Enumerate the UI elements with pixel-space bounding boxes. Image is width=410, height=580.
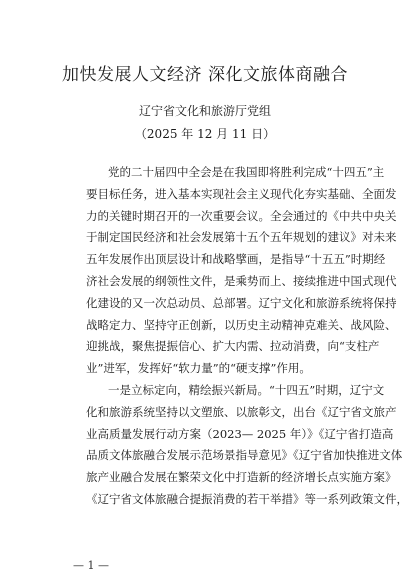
paragraph-line: 力的关键时期召开的一次重要会议。全会通过的《中共中央关 [86,208,397,223]
paragraph-line: 迎挑战，聚焦提振信心、扩大内需、拉动消费，向“支柱产 [86,339,380,354]
paragraph-line: 业高质量发展行动方案（2023— 2025 年）》《辽宁省打造高 [86,426,394,441]
document-author: 辽宁省文化和旅游厅党组 [138,104,271,118]
paragraph-line: 化建设的又一次总动员、总部署。辽宁文化和旅游系统将保持 [86,295,397,310]
document-title: 加快发展人文经济 深化文旅体商融合 [62,65,348,85]
paragraph-line: 品质文体旅融合发展示范场景指导意见》《辽宁省加快推进文体 [86,448,403,463]
paragraph-line: 旅产业融合发展在繁荣文化中打造新的经济增长点实施方案》 [86,470,397,485]
document-body [86,162,408,511]
paragraph-line: 济社会发展的纲领性文件，是乘势而上、接续推进中国式现代 [86,273,397,288]
paragraph-line: 一是立标定向，精绘振兴新局。“十四五”时期，辽宁文 [108,382,385,397]
paragraph-line: 《辽宁省文体旅融合提振消费的若干举措》等一系列政策文件， [86,491,408,506]
paragraph-line: 化和旅游系统坚持以文塑旅、以旅彰文，出台《辽宁省文旅产 [86,404,397,419]
paragraph-line: 要目标任务，进入基本实现社会主义现代化夯实基础、全面发 [86,186,397,201]
paragraph-line: 五年发展作出顶层设计和战略擘画，是指导“十五五”时期经 [86,252,386,267]
paragraph-line: 业”进军，发挥好“软力量”的“硬支撑”作用。 [86,361,311,376]
paragraph-line: 党的二十届四中全会是在我国即将胜利完成“十四五”主 [108,165,385,179]
paragraph-line: 战略定力、坚持守正创新，以历史主动精神克难关、战风险、 [86,317,397,332]
paragraph-line: 于制定国民经济和社会发展第十五个五年规划的建议》对未来 [86,230,397,245]
page-number: — 1 — [73,559,109,572]
document-date: （2025 年 12 月 11 日） [134,127,276,141]
